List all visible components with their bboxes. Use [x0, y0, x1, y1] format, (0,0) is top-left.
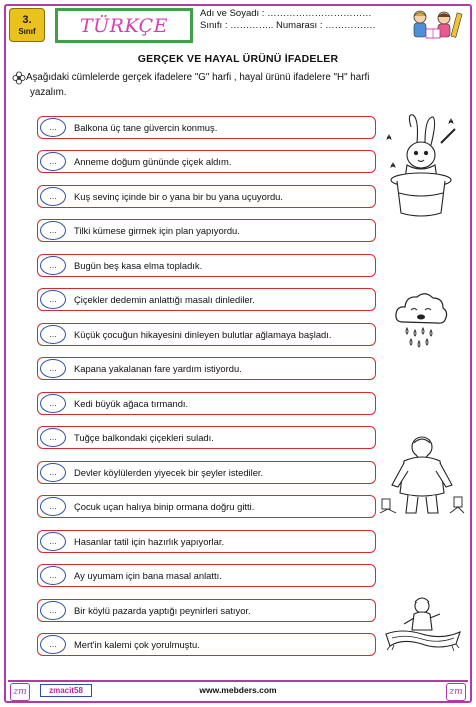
answer-blank[interactable]: … — [40, 187, 66, 206]
rabbit-in-hat-illustration — [381, 113, 461, 221]
giant-illustration — [378, 433, 466, 519]
sentence-row — [37, 254, 376, 277]
instructions — [26, 70, 466, 100]
sentence-text: Çocuk uçan halıya binip ormana doğru gitti. — [74, 501, 255, 512]
answer-blank[interactable]: … — [40, 221, 66, 240]
sentence-row — [37, 150, 376, 173]
answer-blank[interactable]: … — [40, 635, 66, 654]
student-info — [196, 8, 406, 43]
sentence-row — [37, 185, 376, 208]
sentence-text: Mert'in kalemi çok yorulmuştu. — [74, 639, 200, 650]
answer-blank[interactable]: … — [40, 532, 66, 551]
sentence-text: Kedi büyük ağaca tırmandı. — [74, 398, 189, 409]
answer-blank[interactable]: … — [40, 256, 66, 275]
crying-cloud-illustration — [393, 288, 449, 350]
sentence-row — [37, 564, 376, 587]
page-title: GERÇEK VE HAYAL ÜRÜNÜ İFADELER — [137, 53, 339, 65]
sentence-row — [37, 392, 376, 415]
sentence-row — [37, 116, 376, 139]
sentence-text: Devler köylülerden yiyecek bir şeyler istediler. — [74, 467, 264, 478]
sentence-text: Anneme doğum gününde çiçek aldım. — [74, 156, 232, 167]
sentence-text: Çiçekler dedemin anlattığı masalı dinlediler. — [74, 294, 255, 305]
class-number-field[interactable]: Sınıfı : ………….. Numarası : ……………. — [200, 20, 376, 31]
grade-label: Sınıf — [18, 26, 36, 36]
sentence-row — [37, 633, 376, 656]
footer-logo-left: zm — [10, 683, 30, 701]
children-reading-icon — [406, 7, 466, 45]
sentence-text: Ay uyumam için bana masal anlattı. — [74, 570, 222, 581]
subject-title: TÜRKÇE — [79, 14, 169, 37]
footer-logo-right: zm — [446, 683, 466, 701]
answer-blank[interactable]: … — [40, 152, 66, 171]
sentence-row — [37, 530, 376, 553]
sentence-text: Küçük çocuğun hikayesini dinleyen bulutlar ağlamaya başladı. — [74, 329, 332, 340]
grade-number: 3. — [22, 13, 32, 26]
sentence-text: Tilki kümese girmek için plan yapıyordu. — [74, 225, 240, 236]
sentence-text: Kuş sevinç içinde bir o yana bir bu yana uçuyordu. — [74, 191, 283, 202]
footer-site[interactable]: www.mebders.com — [199, 685, 277, 695]
sentence-row — [37, 357, 376, 380]
flying-carpet-illustration — [382, 588, 464, 656]
flower-icon — [12, 71, 26, 85]
sentence-text: Balkona üç tane güvercin konmuş. — [74, 122, 218, 133]
name-field[interactable]: Adı ve Soyadı : …………………………… — [200, 8, 372, 19]
sentence-row — [37, 599, 376, 622]
sentence-row — [37, 219, 376, 242]
answer-blank[interactable]: … — [40, 601, 66, 620]
sentence-text: Tuğçe balkondaki çiçekleri suladı. — [74, 432, 214, 443]
answer-blank[interactable]: … — [40, 394, 66, 413]
answer-blank[interactable]: … — [40, 566, 66, 585]
sentence-text: Bir köylü pazarda yaptığı peynirleri satıyor. — [74, 605, 251, 616]
instruction-line-1: Aşağıdaki cümlelerde gerçek ifadelere "G" harfi , hayal ürünü ifadelere "H" harfi — [26, 72, 370, 83]
answer-blank[interactable]: … — [40, 463, 66, 482]
sentence-row — [37, 323, 376, 346]
sentence-row — [37, 426, 376, 449]
footer-code: zmacit58 — [40, 684, 92, 697]
sentence-row — [37, 461, 376, 484]
sentence-text: Hasanlar tatil için hazırlık yapıyorlar. — [74, 536, 225, 547]
instruction-line-2: yazalım. — [30, 87, 67, 98]
sentence-text: Kapana yakalanan fare yardım istiyordu. — [74, 363, 242, 374]
answer-blank[interactable]: … — [40, 325, 66, 344]
sentence-text: Bugün beş kasa elma topladık. — [74, 260, 203, 271]
answer-blank[interactable]: … — [40, 118, 66, 137]
answer-blank[interactable]: … — [40, 497, 66, 516]
sentence-row — [37, 495, 376, 518]
answer-blank[interactable]: … — [40, 290, 66, 309]
footer-divider — [8, 680, 468, 682]
sentence-row — [37, 288, 376, 311]
grade-badge — [9, 8, 45, 42]
answer-blank[interactable]: … — [40, 359, 66, 378]
answer-blank[interactable]: … — [40, 428, 66, 447]
subject-box — [55, 8, 193, 43]
